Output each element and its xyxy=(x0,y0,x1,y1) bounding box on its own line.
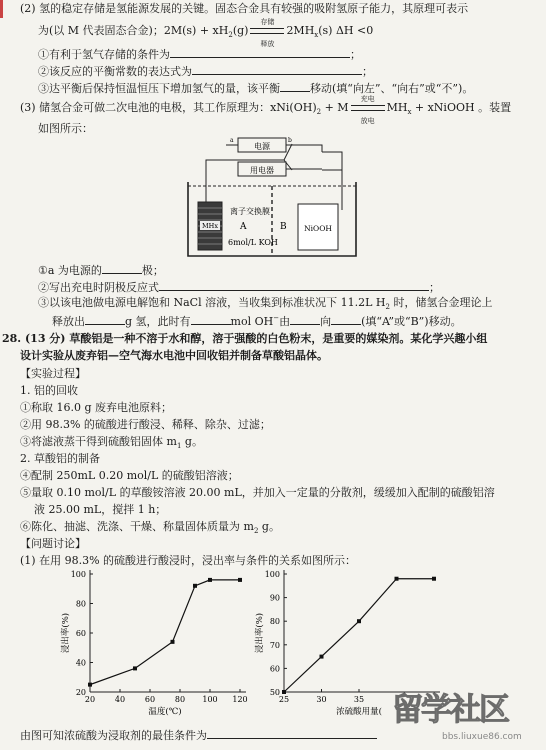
data-point xyxy=(357,619,361,623)
discussion-q1: (1) 在用 98.3% 的硫酸进行酸浸时，浸出率与条件的关系如图所示： xyxy=(20,554,357,567)
data-point xyxy=(88,683,92,687)
q27-3-line1: (3) 储氢合金可做二次电池的电极，其工作原理为：$xNi(OH)_2 + M$ 充电 放电 $MH_x$ + xNiOOH 。装置 xyxy=(20,95,512,125)
q27-2-item3: ③达平衡后保持恒温恒压下增加氢气的量，该平衡 移动(填“向左”、“向右”或“不”)。 xyxy=(38,82,474,95)
y-tick-label: 50 xyxy=(269,688,280,697)
x-tick-label: 100 xyxy=(202,695,218,704)
x-tick-label: 60 xyxy=(144,695,156,704)
q27-2-line1: (2) 氢的稳定存储是氢能源发展的关键。固态合金具有较强的吸附氢原子能力，其原理可表示 xyxy=(20,2,469,15)
y-tick-label: 60 xyxy=(75,629,86,638)
reversible-arrow: 充电 放电 xyxy=(351,102,385,111)
q27-2-item1: ①有利于氢气存储的条件为 ； xyxy=(38,48,361,61)
watermark-logo: 留学社区 xyxy=(392,692,508,728)
membrane-label: 离子交换膜 xyxy=(230,207,270,216)
y-tick-label: 80 xyxy=(75,599,86,609)
q27-3-item1: ①a 为电源的 极； xyxy=(38,264,164,277)
step-1-title: 1. 铝的回收 xyxy=(20,384,78,397)
y-tick-label: 70 xyxy=(269,640,280,650)
x-tick-label: 120 xyxy=(232,695,248,704)
mhx-label: MHx xyxy=(202,222,218,230)
step-2-title: 2. 草酸铝的制备 xyxy=(20,452,100,465)
q27-2-item2: ②该反应的平衡常数的表达式为 ； xyxy=(38,65,373,78)
q27-3-item2: ②写出充电时阴极反应式 ； xyxy=(38,281,440,294)
step-2-6: ⑥陈化、抽滤、洗涤、干燥、称量固体质量为 $m_2$ g。 xyxy=(20,520,280,535)
margin-mark xyxy=(0,0,3,18)
battery-diagram xyxy=(180,132,362,260)
y-axis-label: 浸出率(%) xyxy=(61,612,71,654)
x-tick-label: 20 xyxy=(84,695,96,704)
q28-heading-2: 设计实验从废弃铝—空气海水电池中回收铝并制备草酸铝晶体。 xyxy=(20,349,328,362)
last-question: 由图可知浓硫酸为浸取剂的最佳条件为 xyxy=(20,727,377,743)
x-axis-label: 浓硫酸用量( xyxy=(336,707,382,717)
appliance-label: 用电器 xyxy=(250,166,274,175)
step-2-5b: 液 25.00 mL，搅拌 1 h； xyxy=(34,503,167,516)
y-tick-label: 20 xyxy=(75,688,86,697)
exp-title: 【实验过程】 xyxy=(20,367,86,380)
series-line xyxy=(90,580,240,685)
q27-2-equation: 为(以 M 代表固态合金)；$2M(s) + xH_2(g)$ 存储 释放 $2MH_x(s)$ ΔH <0 xyxy=(38,18,374,48)
y-tick-label: 90 xyxy=(269,593,280,603)
data-point xyxy=(432,577,436,581)
y-tick-label: 80 xyxy=(269,617,280,627)
data-point xyxy=(395,577,399,581)
x-tick-label: 30 xyxy=(316,695,327,704)
data-point xyxy=(133,666,137,670)
chart-temperature xyxy=(58,566,258,718)
zone-a-label: A xyxy=(240,222,247,232)
data-point xyxy=(208,578,212,582)
electrolyte-label: 6mol/L KOH xyxy=(228,238,278,247)
q27-3-item3-l1: ③以该电池做电源电解饱和 NaCl 溶液，当收集到标准状况下 11.2L $H_2$ 时，储氢合金理论上 xyxy=(38,296,493,311)
step-1-2: ②用 98.3% 的硫酸进行酸浸、稀释、除杂、过滤； xyxy=(20,418,271,431)
data-point xyxy=(193,584,197,588)
x-axis-label: 温度(℃) xyxy=(148,707,182,717)
y-tick-label: 40 xyxy=(75,658,86,668)
data-point xyxy=(282,690,286,694)
step-2-5: ⑤量取 0.10 mol/L 的草酸铵溶液 20.00 mL，并加入一定量的分散剂，缓缓加入配制的硫酸铝溶 xyxy=(20,486,495,499)
discussion-title: 【问题讨论】 xyxy=(20,537,86,550)
y-tick-label: 100 xyxy=(264,570,280,579)
q27-3-line2: 如图所示： xyxy=(38,122,93,135)
terminal-a: a xyxy=(230,137,234,144)
niooh-label: NiOOH xyxy=(304,224,332,233)
data-point xyxy=(238,578,242,582)
q28-heading: 28. (13 分) 草酸铝是一种不溶于水和醇，溶于强酸的白色粉末，是重要的媒染剂。某化学兴趣小组 xyxy=(2,332,488,345)
y-tick-label: 100 xyxy=(70,570,86,579)
x-tick-label: 40 xyxy=(114,695,126,704)
watermark-url: bbs.liuxue86.com xyxy=(442,732,522,742)
step-1-1: ①称取 16.0 g 废弃电池原料； xyxy=(20,401,173,414)
x-tick-label: 35 xyxy=(353,695,365,704)
y-axis-label: 浸出率(%) xyxy=(255,612,265,654)
series-line xyxy=(284,579,434,692)
zone-b-label: B xyxy=(280,222,287,232)
power-label: 电源 xyxy=(254,142,270,151)
step-1-3: ③将滤液蒸干得到硫酸铝固体 $m_1$ g。 xyxy=(20,435,203,450)
x-tick-label: 80 xyxy=(174,695,186,704)
step-2-4: ④配制 250mL 0.20 mol/L 的硫酸铝溶液； xyxy=(20,469,239,482)
x-tick-label: 25 xyxy=(278,695,290,704)
y-tick-label: 60 xyxy=(269,664,280,674)
data-point xyxy=(171,640,175,644)
data-point xyxy=(320,655,324,659)
reversible-arrow: 存储 释放 xyxy=(250,25,284,34)
terminal-b: b xyxy=(288,137,292,144)
q27-3-item3-l2: 释放出 g 氢，此时有 mol OH−由 向 (填“A”或“B”)移动。 xyxy=(52,314,462,328)
